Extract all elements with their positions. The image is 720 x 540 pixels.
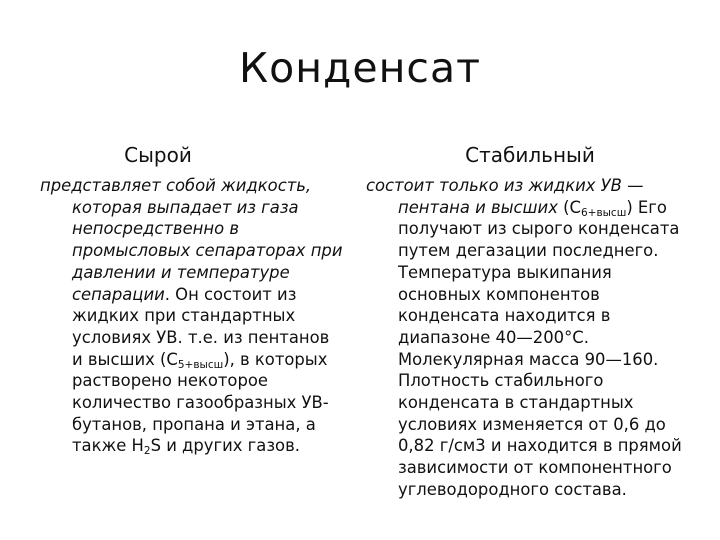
raw-condensate-description (40, 175, 344, 458)
raw-subscript-h2: 2 (143, 445, 151, 458)
raw-definition-italic: представляет собой жидкость, которая выпадает из газа непосредственно в промысловых сепараторах при давлении и температуре сепарации (40, 176, 343, 304)
column-heading-raw: Сырой (124, 143, 192, 167)
raw-subscript-c5: 5+высш (177, 358, 224, 371)
stable-text-part-1: (С (557, 197, 581, 217)
stable-subscript-c6: 6+высш (580, 206, 627, 219)
stable-text-part-2: ) Его получают из сырого конденсата путем дегазации последнего. Температура выкипания основных компонентов конденсата находится в диапазоне 40—200°С. Молекулярная масса 90—160. Плотность стабильного конденсата в стандартных условиях изменяется от 0,6 до 0,82 г/см3 и находится в прямой зависимости от компонентного углеводородного состава. (398, 197, 682, 499)
raw-text-part-2: ), в которых растворено некоторое количество газообразных УВ-бутанов, пропана и этана, а также Н (72, 349, 329, 456)
raw-text-part-3: S и других газов. (150, 436, 300, 456)
column-heading-stable: Стабильный (465, 143, 595, 167)
stable-condensate-description (366, 175, 682, 501)
slide-title: Конденсат (239, 44, 481, 92)
stable-definition-italic: состоит только из жидких УВ — пентана и высших (366, 176, 644, 217)
raw-text-part-1: . Он состоит из жидких при стандартных условиях УВ. т.е. из пентанов и высших (С (72, 284, 330, 369)
